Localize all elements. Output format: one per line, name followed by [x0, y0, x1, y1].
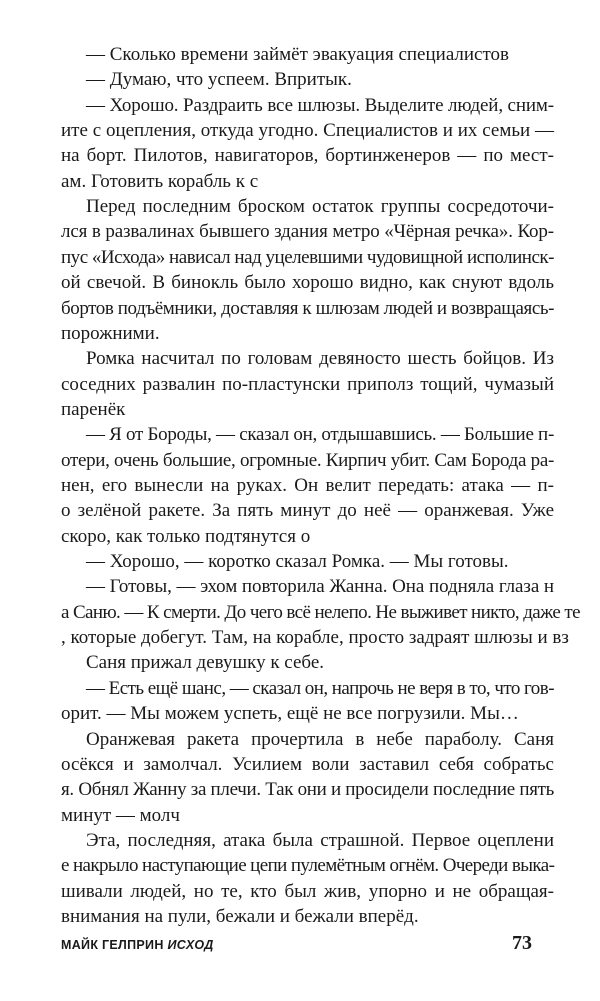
text-line: [0, 118, 600, 144]
text-line: [0, 549, 600, 575]
text-line: [0, 346, 600, 372]
line-text: — Сколько времени займёт эвакуация специалистов: [86, 44, 510, 65]
text-line: [0, 498, 600, 524]
text-line: [0, 219, 600, 245]
text-line: [0, 803, 600, 829]
text-line: [0, 245, 600, 271]
line-text: а Саню. — К смерти. До чего всё нелепо. Не выживет никто, даже те: [61, 602, 580, 623]
text-line: [0, 904, 600, 930]
text-line: [0, 676, 600, 702]
line-text: — Я от Бороды, — сказал он, отдышавшись. — Большие п-: [86, 424, 554, 445]
line-text: ите с оцепления, откуда угодно. Специалистов и их семьи —: [61, 120, 554, 141]
line-text: о зелёной ракете. За пять минут до неё — оранжевая. Уже: [61, 500, 554, 521]
line-text: Перед последним броском остаток группы сосредоточи-: [86, 196, 554, 217]
line-text: минут — молч: [61, 805, 180, 826]
line-text: лся в развалинах бывшего здания метро «Чёрная речка». Кор-: [61, 221, 554, 242]
page-number: 73: [512, 932, 532, 954]
line-text: Саня прижал девушку к себе.: [86, 652, 325, 673]
text-line: [0, 422, 600, 448]
line-text: на борт. Пилотов, навигаторов, бортинженеров — по мест-: [61, 145, 554, 166]
text-line: [0, 853, 600, 879]
text-line: [0, 574, 600, 600]
line-text: внимания на пули, бежали и бежали вперёд.: [61, 906, 419, 927]
text-line: [0, 650, 600, 676]
line-text: пус «Исхода» нависал над уцелевшими чудовищной исполинск-: [61, 247, 554, 268]
line-text: скоро, как только подтянутся о: [61, 526, 311, 547]
author-name: МАЙК ГЕЛПРИН: [61, 938, 164, 952]
line-text: нен, его вынесли на руках. Он велит передать: атака — п-: [61, 475, 554, 496]
text-line: [0, 42, 600, 68]
line-text: паренёк: [61, 399, 126, 420]
book-title: ИСХОД: [167, 938, 214, 952]
text-line: [0, 321, 600, 347]
line-text: шивали людей, но те, кто был жив, упорно и не обращая-: [61, 881, 554, 902]
line-text: бортов подъёмники, доставляя к шлюзам людей и возвращаясь-: [61, 298, 554, 319]
line-text: ам. Готовить корабль к с: [61, 171, 259, 192]
text-line: [0, 524, 600, 550]
line-text: — Хорошо. Раздраить все шлюзы. Выделите людей, сним-: [86, 95, 554, 116]
text-line: [0, 473, 600, 499]
text-line: [0, 372, 600, 398]
text-line: [0, 169, 600, 195]
text-line: [0, 752, 600, 778]
line-text: ой свечой. В бинокль было хорошо видно, как снуют вдоль: [61, 272, 554, 293]
line-text: осёкся и замолчал. Усилием воли заставил себя собратьс: [61, 754, 554, 775]
text-line: [0, 448, 600, 474]
text-line: [0, 777, 600, 803]
text-line: [0, 625, 600, 651]
text-line: [0, 194, 600, 220]
text-line: [0, 270, 600, 296]
line-text: — Готовы, — эхом повторила Жанна. Она подняла глаза н: [86, 576, 554, 597]
line-text: — Хорошо, — коротко сказал Ромка. — Мы готовы.: [86, 551, 509, 572]
line-text: порожними.: [61, 323, 160, 344]
text-line: [0, 879, 600, 905]
line-text: Эта, последняя, атака была страшной. Первое оцеплени: [86, 830, 554, 851]
line-text: е накрыло наступающие цепи пулемётным огнём. Очереди выка-: [61, 855, 555, 876]
line-text: — Думаю, что успеем. Впритык.: [86, 69, 352, 90]
text-line: [0, 93, 600, 119]
line-text: соседних развалин по-пластунски приполз тощий, чумазый: [61, 374, 554, 395]
line-text: я. Обнял Жанну за плечи. Так они и просидели последние пять: [61, 779, 554, 800]
line-text: орит. — Мы можем успеть, ещё не все погрузили. Мы…: [61, 703, 519, 724]
line-text: — Есть ещё шанс, — сказал он, напрочь не веря в то, что гов-: [86, 678, 554, 699]
line-text: Ромка насчитал по головам девяносто шесть бойцов. Из: [86, 348, 554, 369]
text-line: [0, 397, 600, 423]
text-line: [0, 828, 600, 854]
text-line: [0, 67, 600, 93]
line-text: отери, очень большие, огромные. Кирпич убит. Сам Борода ра-: [61, 450, 554, 471]
text-line: [0, 701, 600, 727]
line-text: Оранжевая ракета прочертила в небе параболу. Саня: [86, 729, 554, 750]
text-line: [0, 143, 600, 169]
line-text: , которые добегут. Там, на корабле, просто задраят шлюзы и вз: [61, 627, 569, 648]
text-line: [0, 600, 600, 626]
text-line: [0, 727, 600, 753]
running-footer: [61, 938, 214, 952]
text-line: [0, 296, 600, 322]
